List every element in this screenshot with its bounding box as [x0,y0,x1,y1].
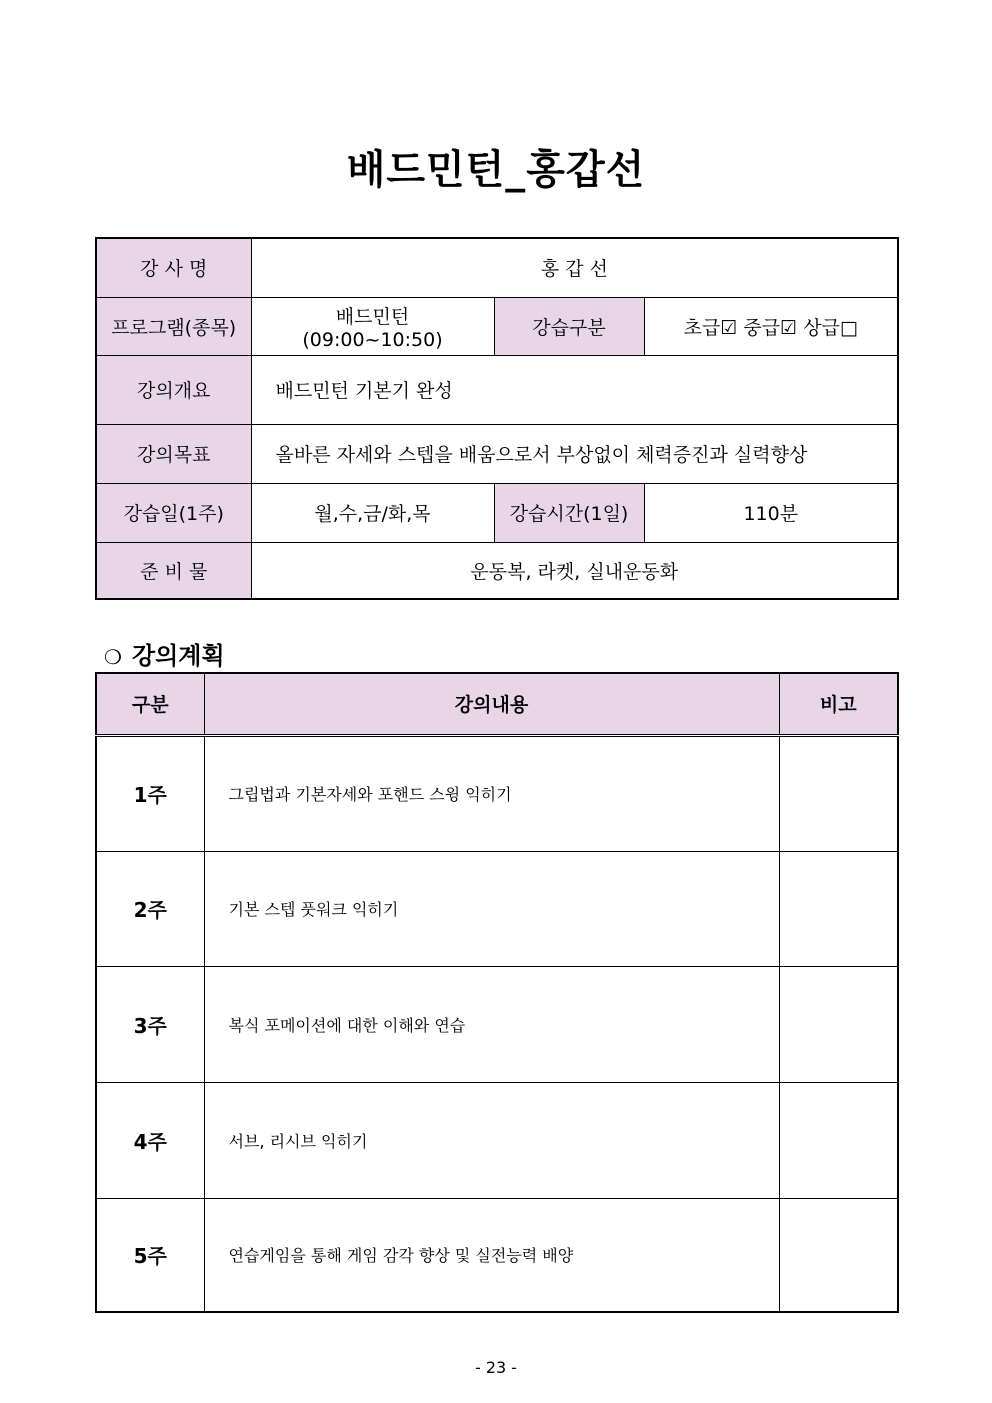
level-value: 초급☑ 중급☑ 상급□ [644,297,898,355]
section-heading [104,636,225,671]
note-cell [779,966,898,1082]
note-cell [779,735,898,851]
lecture-plan-table [95,672,899,1313]
level-label: 강습구분 [494,297,644,355]
program-time: (09:00~10:50) [302,328,443,351]
note-cell [779,1198,898,1312]
plan-header-content: 강의내용 [204,673,779,735]
instructor-value: 홍 갑 선 [251,238,898,297]
content-cell: 서브, 리시브 익히기 [204,1082,779,1198]
content-cell: 그립법과 기본자세와 포핸드 스윙 익히기 [204,735,779,851]
content-cell: 연습게임을 통해 게임 감각 향상 및 실전능력 배양 [204,1198,779,1312]
overview-value: 배드민턴 기본기 완성 [251,355,898,424]
program-label: 프로그램(종목) [96,297,251,355]
plan-header-week: 구분 [96,673,204,735]
content-cell: 복식 포메이션에 대한 이해와 연습 [204,966,779,1082]
overview-label: 강의개요 [96,355,251,424]
page-title: 배드민턴_홍갑선 [346,147,646,193]
instructor-label: 강 사 명 [96,238,251,297]
program-cell [251,297,494,355]
days-value: 월,수,금/화,목 [251,483,494,542]
goal-label: 강의목표 [96,424,251,483]
section-title: 강의계획 [131,642,225,670]
week-cell: 2주 [96,851,204,966]
table-row [96,1082,898,1198]
course-info-table [95,237,899,600]
week-cell: 3주 [96,966,204,1082]
table-row [96,735,898,851]
table-row [96,1198,898,1312]
table-row [96,851,898,966]
week-cell: 5주 [96,1198,204,1312]
supplies-label: 준 비 물 [96,542,251,599]
note-cell [779,1082,898,1198]
circle-bullet-icon: ❍ [104,645,122,669]
week-cell: 4주 [96,1082,204,1198]
week-cell: 1주 [96,735,204,851]
note-cell [779,851,898,966]
plan-header-note: 비고 [779,673,898,735]
supplies-value: 운동복, 라켓, 실내운동화 [251,542,898,599]
content-cell: 기본 스텝 풋워크 익히기 [204,851,779,966]
program-value: 배드민턴 [335,305,410,328]
table-row [96,966,898,1082]
duration-label: 강습시간(1일) [494,483,644,542]
days-label: 강습일(1주) [96,483,251,542]
page-number: - 23 - [474,1358,518,1377]
duration-value: 110분 [644,483,898,542]
goal-value: 올바른 자세와 스텝을 배움으로서 부상없이 체력증진과 실력향상 [251,424,898,483]
